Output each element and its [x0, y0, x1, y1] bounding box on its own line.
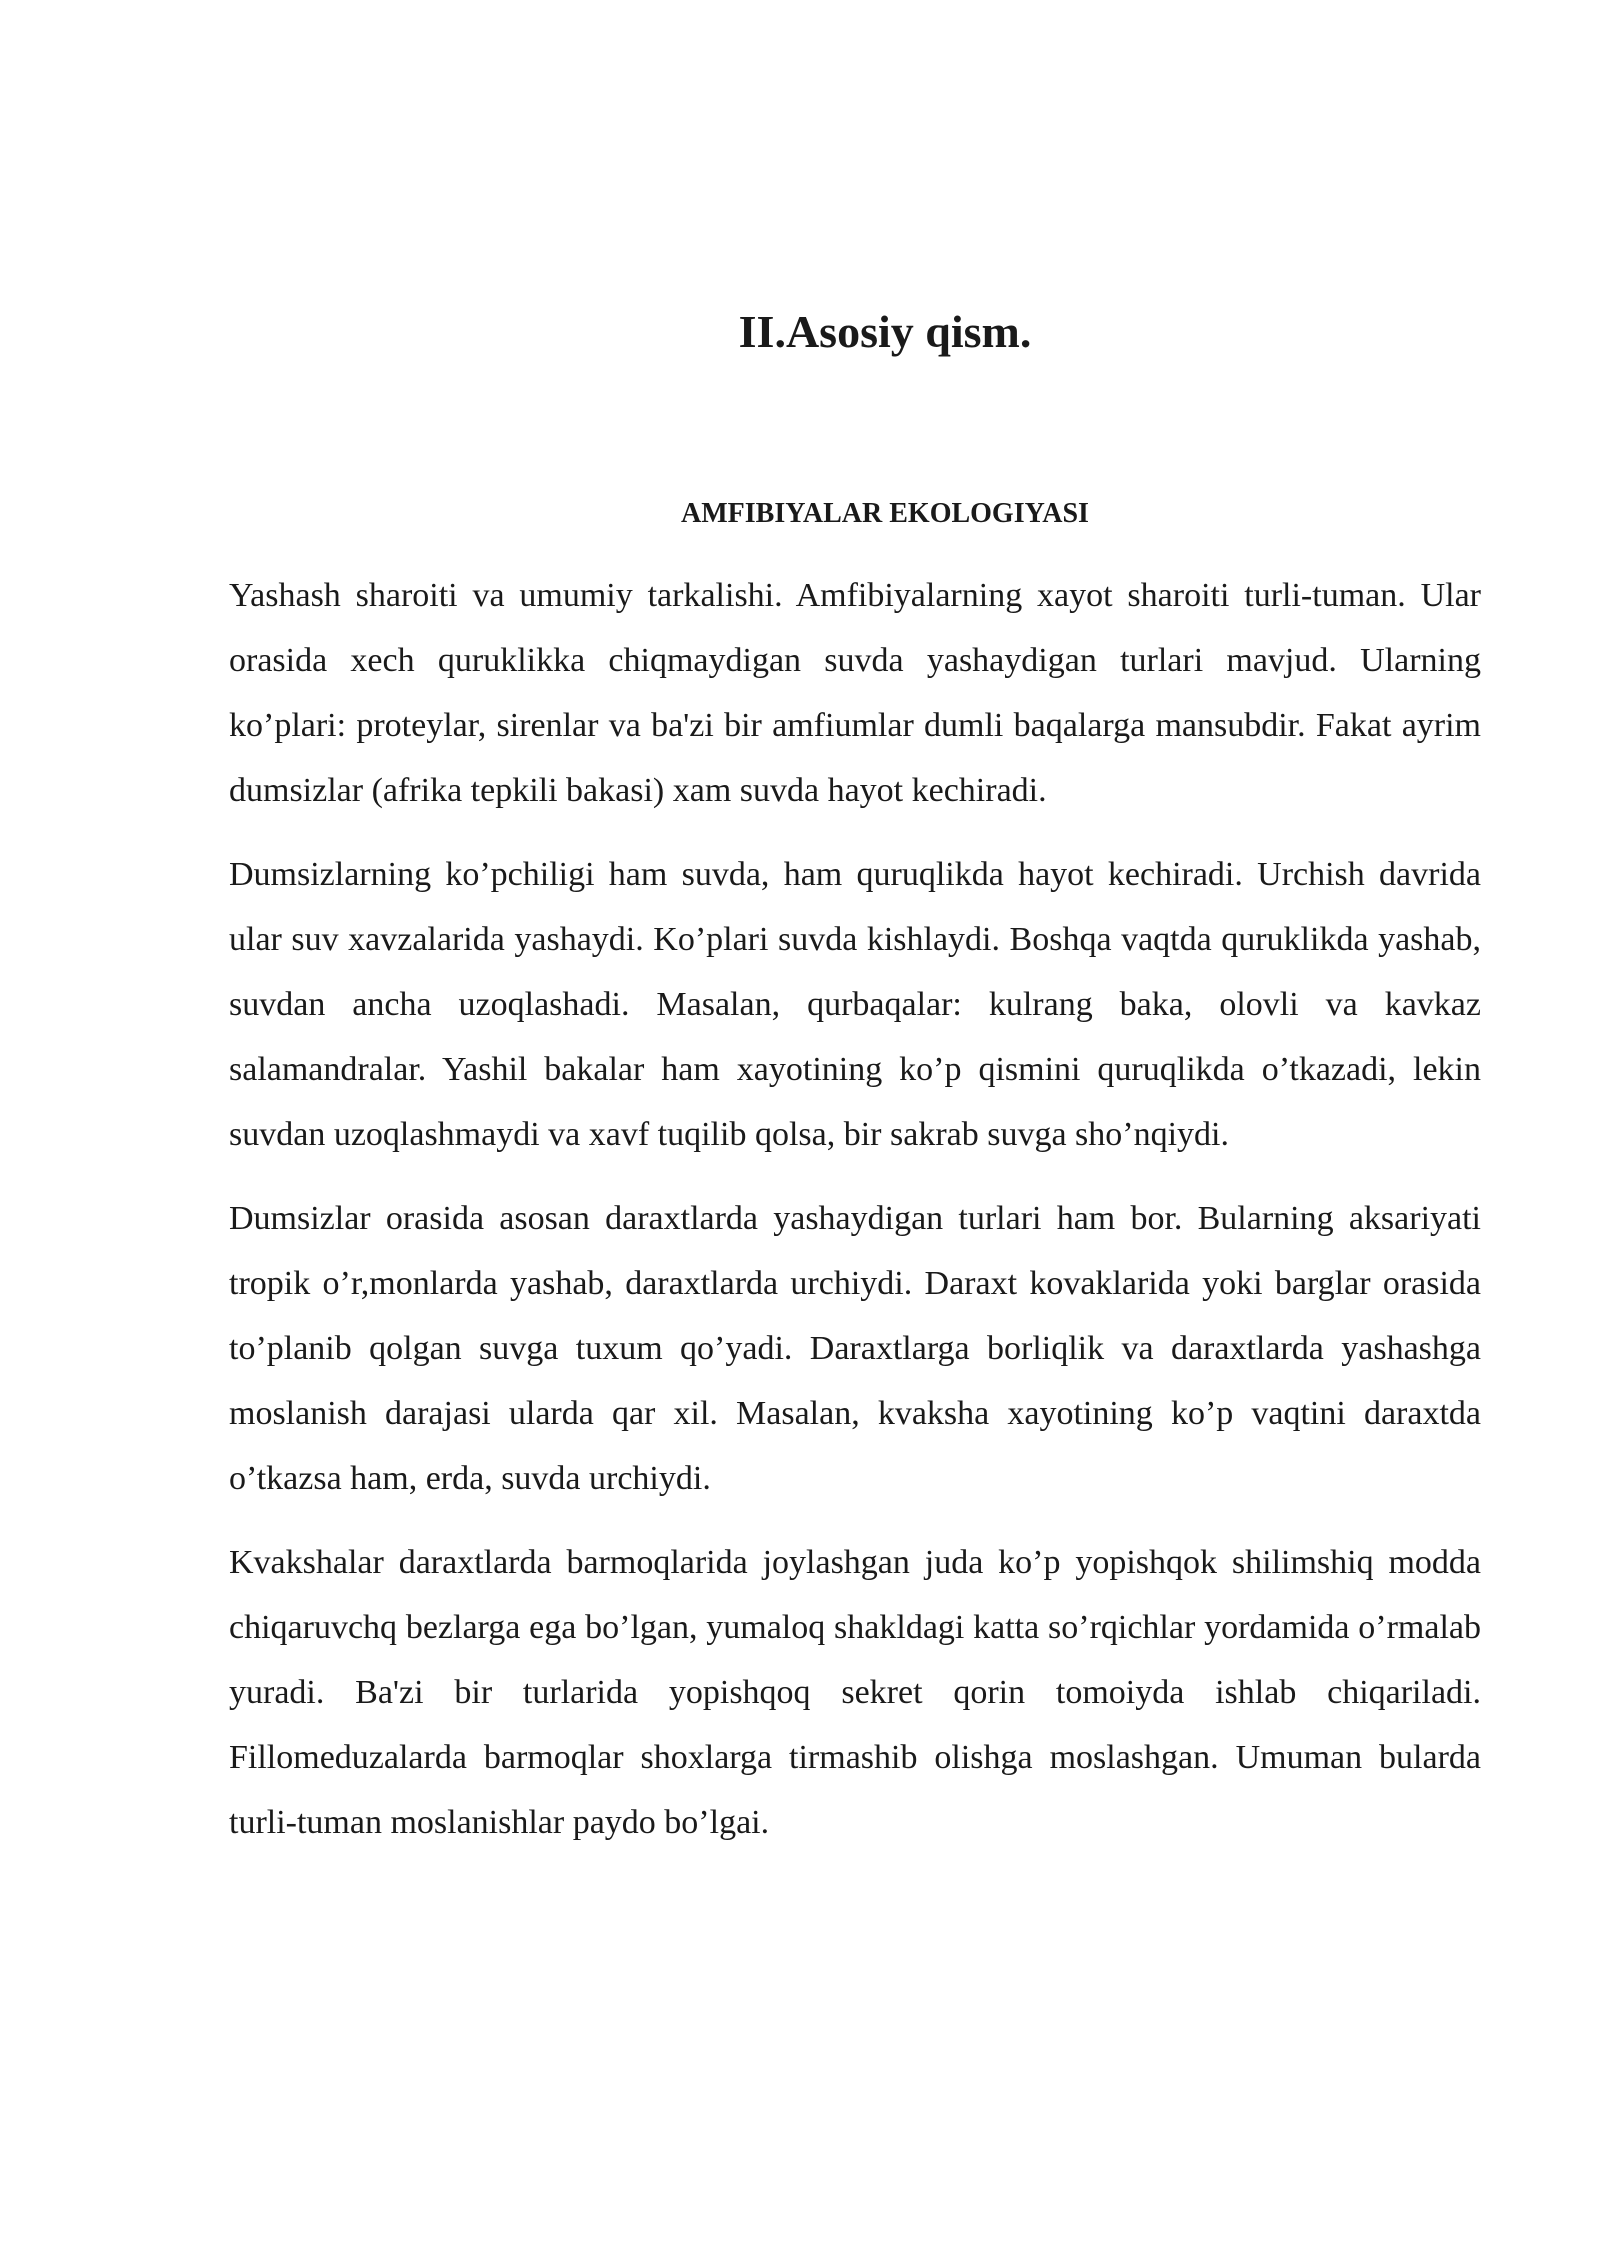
paragraph-2: Dumsizlarning ko’pchiligi ham suvda, ham quruqlikda hayot kechiradi. Urchish davrida ular suv xavzalarida yashaydi. Ko’plari suvda kishlaydi. Boshqa vaqtda quruklikda yashab, suvdan ancha uzoqlashadi. Masalan, qurbaqalar: kulrang baka, olovli va kavkaz salamandralar. Yashil bakalar ham xayotining ko’p qismini quruqlikda o’tkazadi, lekin suvdan uzoqlashmaydi va xavf tuqilib qolsa, bir sakrab suvga sho’nqiydi. — [229, 856, 1481, 1153]
paragraph-3: Dumsizlar orasida asosan daraxtlarda yashaydigan turlari ham bor. Bularning aksariyati tropik o’r,monlarda yashab, daraxtlarda urchiydi. Daraxt kovaklarida yoki barglar orasida to’planib qolgan suvga tuxum qo’yadi. Daraxtlarga borliqlik va daraxtlarda yashashga moslanish darajasi ularda qar xil. Masalan, kvaksha xayotining ko’p vaqtini daraxtda o’tkazsa ham, erda, suvda urchiydi. — [229, 1200, 1481, 1497]
paragraph-1: Yashash sharoiti va umumiy tarkalishi. Amfibiyalarning xayot sharoiti turli-tuman. Ular orasida xech quruklikka chiqmaydigan suvda yashaydigan turlari mavjud. Ularning ko’plari: proteylar, sirenlar va ba'zi bir amfiumlar dumli baqalarga mansubdir. Fakat ayrim dumsizlar (afrika tepkili bakasi) xam suvda hayot kechiradi. — [229, 577, 1481, 809]
section-title: AMFIBIYALAR EKOLOGIYASI — [681, 498, 1089, 529]
chapter-title: II.Asosiy qism. — [738, 306, 1032, 357]
paragraph-4: Kvakshalar daraxtlarda barmoqlarida joylashgan juda ko’p yopishqok shilimshiq modda chiqaruvchq bezlarga ega bo’lgan, yumaloq shakldagi katta so’rqichlar yordamida o’rmalab yuradi. Ba'zi bir turlarida yopishqoq sekret qorin tomoiyda ishlab chiqariladi. Fillomeduzalarda barmoqlar shoxlarga tirmashib olishga moslashgan. Umuman bularda turli-tuman moslanishlar paydo bo’lgai. — [229, 1544, 1481, 1841]
body-text — [229, 563, 1481, 1874]
